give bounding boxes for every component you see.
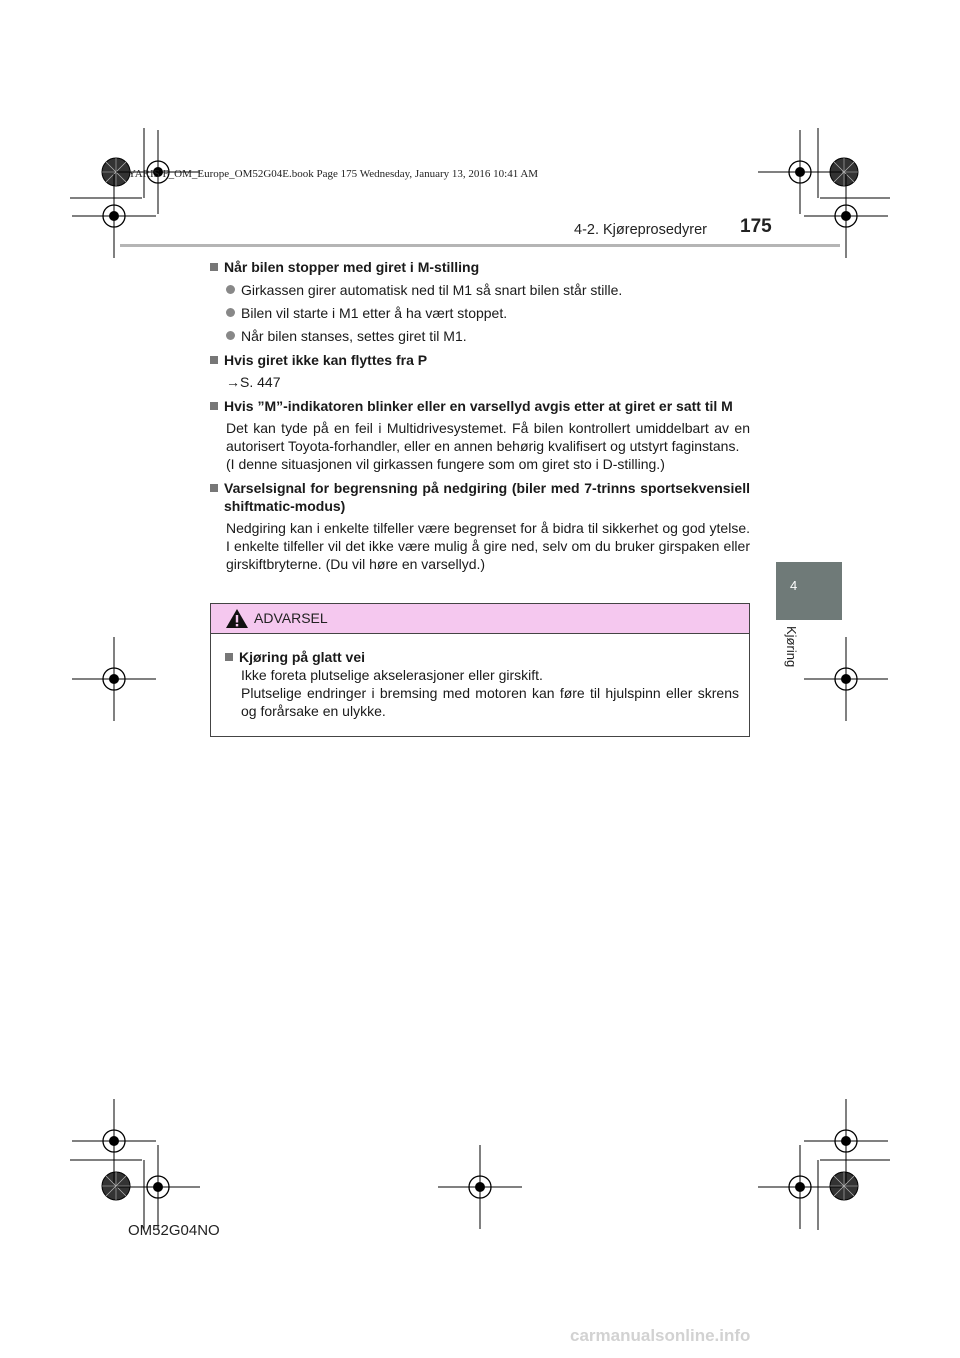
list-item-text: Bilen vil starte i M1 etter å ha vært stoppet.	[241, 305, 508, 321]
warning-triangle-icon	[225, 608, 249, 629]
square-bullet-icon	[210, 402, 218, 410]
document-code: OM52G04NO	[128, 1222, 220, 1239]
watermark: carmanualsonline.info	[570, 1326, 751, 1345]
heading-text: Hvis ”M”-indikatoren blinker eller en varsellyd avgis etter at giret er satt til M	[224, 398, 733, 414]
list-item	[210, 327, 750, 345]
page-reference[interactable]: →S. 447	[226, 374, 281, 390]
circle-bullet-icon	[226, 331, 235, 340]
warning-header	[211, 604, 749, 634]
warning-box	[210, 603, 750, 737]
heading-text: Kjøring på glatt vei	[239, 649, 366, 665]
section-heading	[210, 351, 750, 369]
page-number: 175	[740, 216, 772, 237]
warning-label: ADVARSEL	[254, 610, 328, 626]
heading-text: Hvis giret ikke kan flyttes fra P	[224, 352, 428, 368]
list-item-text: Når bilen stanses, settes giret til M1.	[241, 328, 467, 344]
warning-body	[211, 634, 749, 720]
paragraph: Det kan tyde på en feil i Multidrivesystemet. Få bilen kontrollert umiddelbart av en autorisert Toyota-forhandler, eller en annen behørig kvalifisert og utstyrt faginstans.	[226, 420, 750, 454]
list-item	[210, 304, 750, 322]
chapter-tab	[776, 562, 842, 620]
heading-text: Når bilen stopper med giret i M-stilling	[224, 259, 480, 275]
heading-text: Varselsignal for begrensning på nedgiring (biler med 7-trinns sportsekvensiell shiftmatic-modus)	[224, 480, 750, 514]
paragraph: (I denne situasjonen vil girkassen fungere som om giret sto i D-stilling.)	[226, 456, 665, 472]
section-heading	[210, 397, 750, 415]
circle-bullet-icon	[226, 308, 235, 317]
list-item-text: Girkassen girer automatisk ned til M1 så snart bilen står stille.	[241, 282, 623, 298]
chapter-tab-label: Kjøring	[784, 626, 799, 668]
section-heading	[210, 258, 750, 276]
square-bullet-icon	[225, 653, 233, 661]
header-rule	[120, 244, 840, 247]
square-bullet-icon	[210, 356, 218, 364]
print-header: YARIS F_OM_Europe_OM52G04E.book Page 175 Wednesday, January 13, 2016 10:41 AM	[128, 168, 539, 180]
section-title: 4-2. Kjøreprosedyrer	[574, 222, 707, 238]
chapter-tab-number: 4	[790, 578, 798, 593]
warning-text: Ikke foreta plutselige akselerasjoner eller girskift.	[241, 667, 543, 683]
paragraph: Nedgiring kan i enkelte tilfeller være begrenset for å bidra til sikkerhet og god ytelse. I enkelte tilfeller vil det ikke være mulig å gire ned, selv om du bruker girspaken eller girskiftbryterne. (Du vil høre en varsellyd.)	[226, 520, 750, 572]
warning-heading	[225, 648, 739, 666]
main-content	[210, 254, 750, 573]
circle-bullet-icon	[226, 285, 235, 294]
square-bullet-icon	[210, 263, 218, 271]
list-item	[210, 281, 750, 299]
warning-text: Plutselige endringer i bremsing med motoren kan føre til hjulspinn eller skrens og forårsake en ulykke.	[241, 685, 739, 719]
square-bullet-icon	[210, 484, 218, 492]
section-heading	[210, 479, 750, 515]
